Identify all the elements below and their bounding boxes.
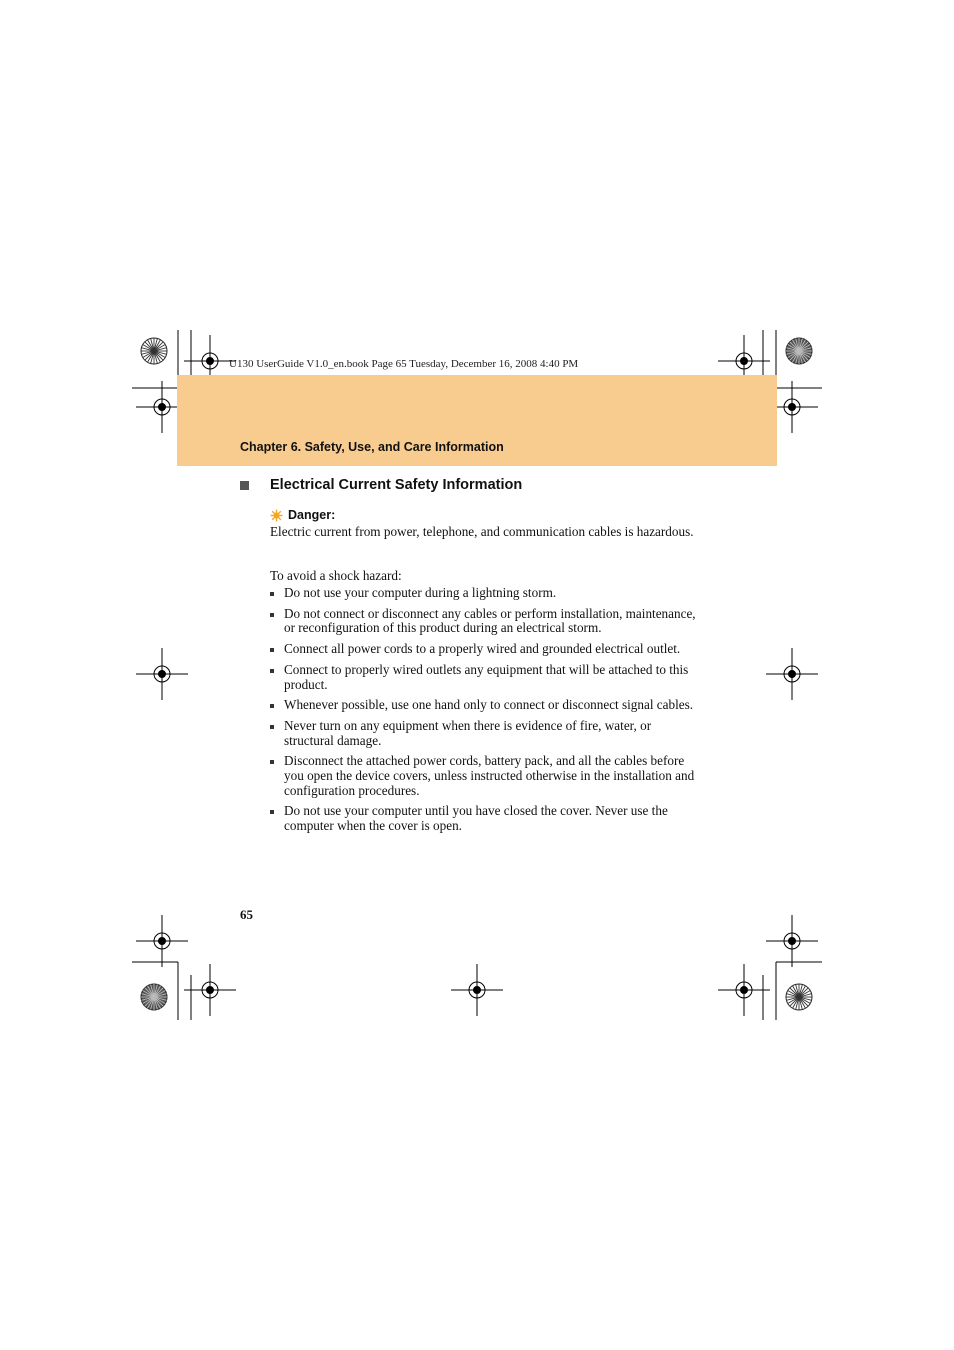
starburst-target-icon bbox=[141, 984, 167, 1010]
list-item: Do not use your computer until you have closed the cover. Never use the computer when the cover is open. bbox=[270, 804, 700, 833]
sun-burst-icon bbox=[270, 509, 283, 522]
registration-mark-icon bbox=[718, 964, 770, 1016]
danger-notice bbox=[270, 508, 335, 522]
section-title: Electrical Current Safety Information bbox=[270, 477, 523, 493]
intro-text: To avoid a shock hazard: bbox=[270, 568, 402, 583]
list-item: Connect to properly wired outlets any equipment that will be attached to this product. bbox=[270, 663, 700, 692]
list-item: Disconnect the attached power cords, battery pack, and all the cables before you open the device covers, unless instructed otherwise in the installation and configuration procedures. bbox=[270, 754, 700, 798]
starburst-target-icon bbox=[786, 984, 812, 1010]
list-item: Whenever possible, use one hand only to connect or disconnect signal cables. bbox=[270, 698, 700, 713]
list-item: Connect all power cords to a properly wired and grounded electrical outlet. bbox=[270, 642, 700, 657]
registration-mark-icon bbox=[451, 964, 503, 1016]
registration-mark-icon bbox=[766, 915, 818, 967]
registration-mark-icon bbox=[766, 648, 818, 700]
warning-text: Electric current from power, telephone, and communication cables is hazardous. bbox=[270, 524, 694, 539]
print-slug-line: U130 UserGuide V1.0_en.book Page 65 Tuesday, December 16, 2008 4:40 PM bbox=[229, 358, 579, 370]
section-bullet-icon bbox=[240, 481, 249, 490]
chapter-title: Chapter 6. Safety, Use, and Care Information bbox=[240, 440, 504, 454]
list-item: Never turn on any equipment when there is evidence of fire, water, or structural damage. bbox=[270, 719, 700, 748]
registration-mark-icon bbox=[184, 964, 236, 1016]
starburst-target-icon bbox=[786, 338, 812, 364]
safety-list bbox=[270, 586, 700, 840]
page-number: 65 bbox=[240, 907, 253, 922]
starburst-target-icon bbox=[141, 338, 167, 364]
list-item: Do not connect or disconnect any cables or perform installation, maintenance, or reconfiguration of this product during an electrical storm. bbox=[270, 607, 700, 636]
list-item: Do not use your computer during a lightning storm. bbox=[270, 586, 700, 601]
registration-mark-icon bbox=[136, 648, 188, 700]
danger-label: Danger: bbox=[288, 508, 336, 522]
registration-mark-icon bbox=[136, 915, 188, 967]
